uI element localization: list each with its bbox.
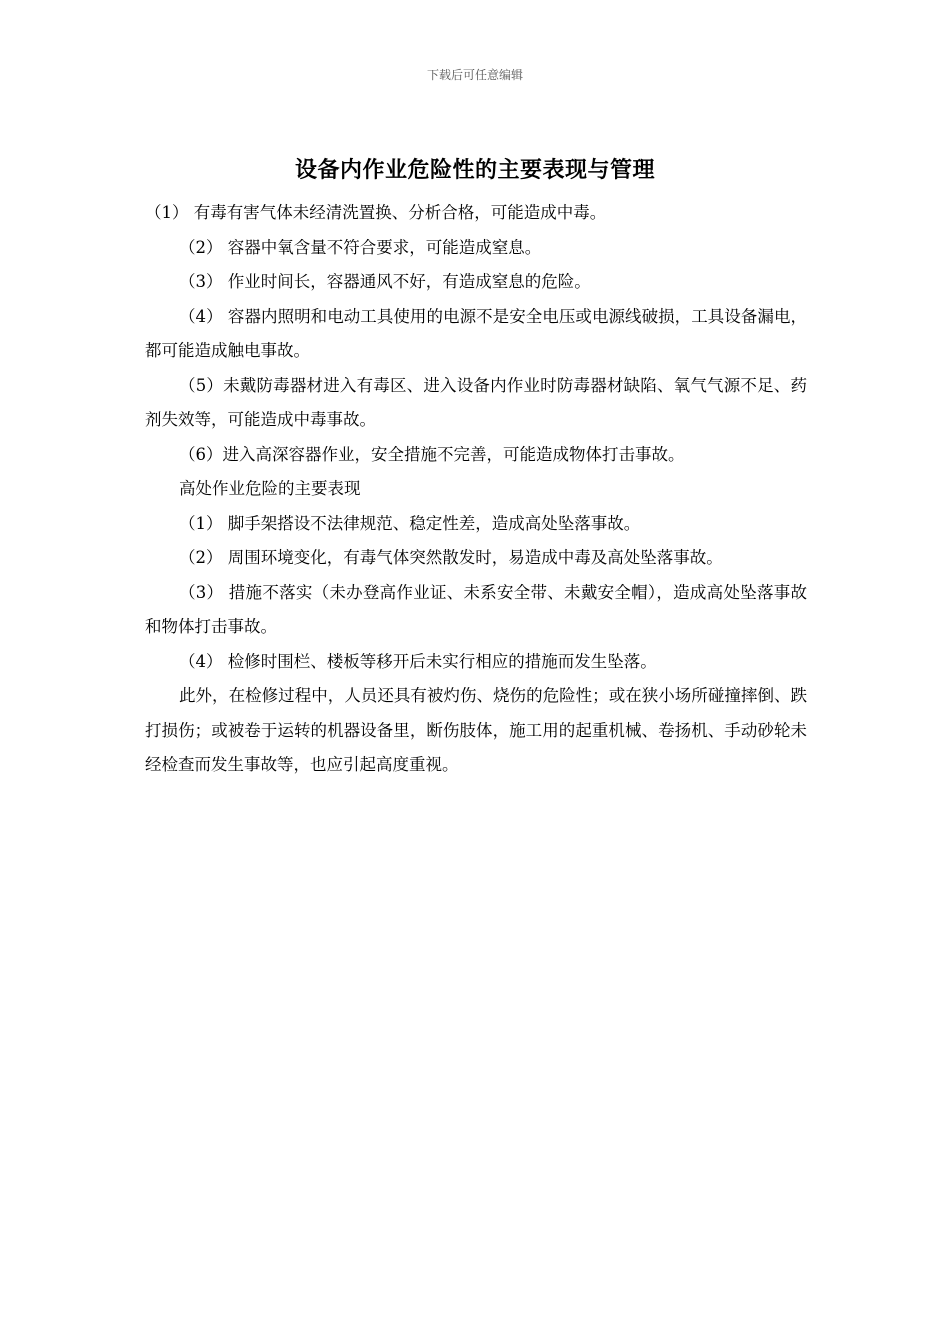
- paragraph-item-high-4: （4） 检修时围栏、楼板等移开后未实行相应的措施而发生坠落。: [179, 651, 657, 671]
- paragraph-item-1: （1） 有毒有害气体未经清洗置换、分析合格，可能造成中毒。: [145, 203, 607, 222]
- document-title: 设备内作业危险性的主要表现与管理: [294, 157, 655, 183]
- paragraph-item-high-1: （1） 脚手架搭设不法律规范、稳定性差，造成高处坠落事故。: [179, 513, 641, 533]
- paragraph-item-4: （4） 容器内照明和电动工具使用的电源不是安全电压或电源线破损，工具设备漏电，都可能造成触电事故。: [145, 306, 807, 360]
- paragraph-item-high-3: （3） 措施不落实（未办登高作业证、未系安全带、未戴安全帽），造成高处坠落事故和物体打击事故。: [145, 582, 807, 636]
- section-heading-high-work: 高处作业危险的主要表现: [179, 479, 361, 498]
- paragraph-item-2: （2） 容器中氧含量不符合要求，可能造成窒息。: [179, 237, 542, 257]
- header-note: 下载后可任意编辑: [426, 68, 523, 82]
- paragraph-closing: 此外，在检修过程中，人员还具有被灼伤、烧伤的危险性；或在狭小场所碰撞摔倒、跌打损伤；或被卷于运转的机器设备里，断伤肢体，施工用的起重机械、卷扬机、手动砂轮未经检查而发生事故等，也应引起高度重视。: [145, 686, 807, 774]
- paragraph-item-3: （3） 作业时间长，容器通风不好，有造成窒息的危险。: [179, 272, 591, 291]
- paragraph-item-5: （5）未戴防毒器材进入有毒区、进入设备内作业时防毒器材缺陷、氧气气源不足、药剂失效等，可能造成中毒事故。: [145, 375, 807, 429]
- paragraph-item-high-2: （2） 周围环境变化，有毒气体突然散发时，易造成中毒及高处坠落事故。: [179, 548, 723, 567]
- document-body: [145, 196, 807, 783]
- paragraph-item-6: （6）进入高深容器作业，安全措施不完善，可能造成物体打击事故。: [179, 444, 685, 464]
